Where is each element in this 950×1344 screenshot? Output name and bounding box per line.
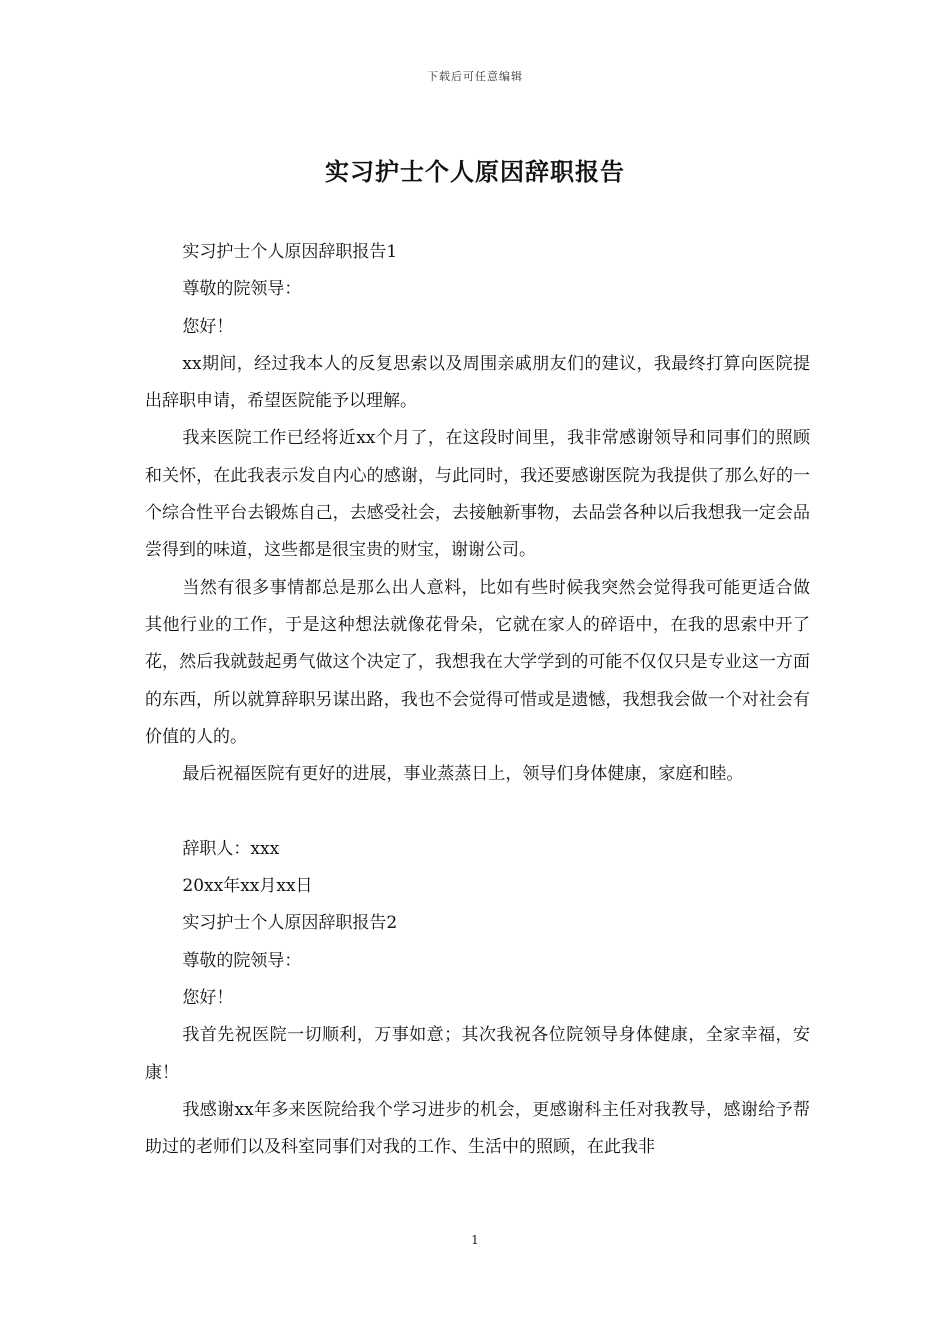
blank-line	[145, 793, 810, 830]
paragraph: 我感谢xx年多来医院给我个学习进步的机会，更感谢科主任对我教导，感谢给予帮助过的老师们以及科室同事们对我的工作、生活中的照顾，在此我非	[145, 1099, 810, 1158]
section-heading-2: 实习护士个人原因辞职报告2	[182, 913, 398, 934]
paragraph: 我首先祝医院一切顺利，万事如意；其次我祝各位院领导身体健康，全家幸福，安康！	[145, 1025, 810, 1083]
signature-line: 辞职人：xxx	[182, 838, 280, 859]
date-line: 20xx年xx月xx日	[182, 876, 313, 897]
paragraph: 最后祝福医院有更好的进展，事业蒸蒸日上，领导们身体健康，家庭和睦。	[182, 764, 744, 785]
paragraph: 当然有很多事情都总是那么出人意料，比如有些时候我突然会觉得我可能更适合做其他行业的工作，于是这种想法就像花骨朵，它就在家人的碎语中，在我的思索中开了花，然后我就鼓起勇气做这个决定了，我想我在大学学到的可能不仅仅只是专业这一方面的东西，所以就算辞职另谋出路，我也不会觉得可惜或是遗憾，我想我会做一个对社会有价值的人的。	[145, 577, 810, 747]
salutation: 尊敬的院领导：	[182, 279, 302, 300]
header-note: 下载后可任意编辑	[427, 70, 523, 83]
greeting: 您好！	[182, 987, 234, 1008]
page-number: 1	[471, 1233, 479, 1247]
section-heading-1: 实习护士个人原因辞职报告1	[182, 242, 398, 262]
document-body	[145, 234, 810, 1166]
salutation: 尊敬的院领导：	[182, 950, 302, 971]
document-title: 实习护士个人原因辞职报告	[325, 157, 625, 186]
paragraph: 我来医院工作已经将近xx个月了，在这段时间里，我非常感谢领导和同事们的照顾和关怀，在此我表示发自内心的感谢，与此同时，我还要感谢医院为我提供了那么好的一个综合性平台去锻炼自己，去感受社会，去接触新事物，去品尝各种以后我想我一定会品尝得到的味道，这些都是很宝贵的财宝，谢谢公司。	[145, 428, 810, 561]
paragraph: xx期间，经过我本人的反复思索以及周围亲戚朋友们的建议，我最终打算向医院提出辞职申请，希望医院能予以理解。	[145, 353, 810, 412]
greeting: 您好！	[182, 316, 234, 337]
